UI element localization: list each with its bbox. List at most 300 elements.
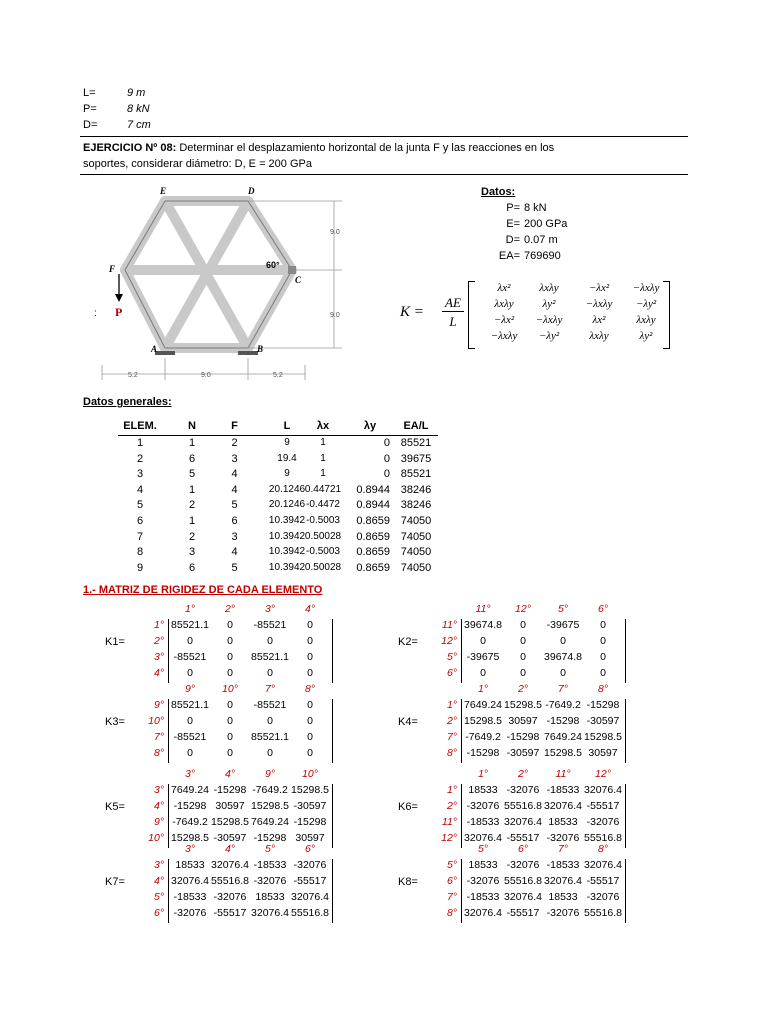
section1-title: 1.- MATRIZ DE RIGIDEZ DE CADA ELEMENTO: [83, 584, 323, 596]
matrix-cell: -85521: [253, 619, 287, 631]
matrix-cell: 55516.8: [504, 875, 542, 887]
general-cell: 2: [188, 530, 196, 543]
stiffness-matrix-5: [100, 768, 400, 850]
formula-entry: −λxλy: [490, 330, 518, 342]
matrix-cell: 30597: [295, 832, 325, 844]
general-cell: 0: [383, 452, 390, 465]
matrix-cell: 0: [267, 715, 273, 727]
matrix-cell: -15298: [546, 715, 580, 727]
matrix-dof-header: 8°: [597, 683, 609, 695]
formula-entry: −λx²: [588, 282, 610, 294]
matrix-cell: -32076: [546, 907, 580, 919]
matrix-dof-row-label: 4°: [153, 800, 164, 812]
datos-value-e: 200 GPa: [524, 218, 568, 230]
dim-h1-label: 5.2: [128, 372, 138, 379]
datos-label-d: D=: [505, 234, 520, 246]
matrix-dof-row-label: 7°: [446, 891, 457, 903]
matrix-bracket-left: [168, 784, 169, 848]
dim-h3-label: 5.2: [273, 372, 283, 379]
matrix-cell: 0: [520, 667, 526, 679]
matrix-cell: 32076.4: [504, 816, 542, 828]
load-arrow-head: [115, 294, 123, 302]
matrix-cell: 15298.5: [291, 784, 329, 796]
matrix-dof-header: 1°: [184, 603, 196, 615]
matrix-dof-row-label: 2°: [446, 715, 457, 727]
general-cell: 3: [231, 452, 238, 465]
matrix-cell: -85521: [173, 651, 207, 663]
general-cell: 0.8659: [356, 561, 390, 574]
matrix-cell: 85521.1: [251, 731, 289, 743]
matrix-cell: 18533: [548, 816, 578, 828]
matrix-cell: 0: [307, 747, 313, 759]
matrix-cell: 0: [227, 699, 233, 711]
general-cell: 0.8659: [356, 530, 390, 543]
datos-label-p: P=: [506, 202, 520, 214]
matrix-cell: 32076.4: [291, 891, 329, 903]
matrix-dof-header: 5°: [264, 843, 276, 855]
matrix-cell: 15298.5: [171, 832, 209, 844]
general-cell: 20.1246: [268, 499, 306, 511]
general-cell: 3: [188, 546, 196, 559]
matrix-cell: 85521.1: [251, 651, 289, 663]
matrix-cell: 0: [307, 667, 313, 679]
matrix-cell: 18533: [255, 891, 285, 903]
datos-value-ea: 769690: [524, 250, 561, 262]
matrix-cell: -32076: [253, 875, 287, 887]
formula-entry: λxλy: [494, 298, 514, 310]
general-cell: 0.8659: [356, 546, 390, 559]
matrix-bracket-right: [625, 784, 626, 848]
general-cell: -0.5003: [306, 546, 340, 558]
matrix-cell: -32076: [506, 859, 540, 871]
matrix-cell: 18533: [175, 859, 205, 871]
matrix-cell: 15298.5: [251, 800, 289, 812]
general-cell: 0.50028: [304, 530, 342, 542]
general-cell: 2: [231, 437, 238, 449]
matrix-cell: -18533: [546, 784, 580, 796]
matrix-cell: -18533: [546, 859, 580, 871]
general-cell: 1: [188, 437, 196, 449]
matrix-cell: 0: [187, 747, 193, 759]
matrix-cell: -55517: [506, 832, 540, 844]
general-cell: 4: [231, 483, 238, 496]
matrix-cell: -32076: [466, 875, 500, 887]
param-label-d: D=: [83, 119, 98, 131]
general-header: N: [188, 420, 196, 432]
dim-v1-label: 9.0: [330, 229, 340, 236]
general-header-rule: [118, 435, 438, 436]
matrix-cell: 32076.4: [211, 859, 249, 871]
matrix-dof-header: 12°: [595, 768, 611, 780]
general-cell: 1: [188, 483, 196, 496]
general-cell: 5: [231, 499, 238, 512]
general-cell: 0: [383, 437, 390, 449]
matrix-bracket-right: [625, 619, 626, 683]
exercise-line1: Determinar el desplazamiento horizontal de la junta F y las reacciones en los: [179, 142, 555, 154]
matrix-dof-header: 10°: [302, 768, 318, 780]
general-cell: 0: [383, 468, 390, 481]
general-cell: 1: [320, 452, 326, 464]
matrix-bracket-right: [332, 699, 333, 763]
matrix-dof-row-label: 12°: [441, 635, 457, 647]
matrix-dof-row-label: 10°: [148, 832, 164, 844]
node-d-label: D: [248, 186, 255, 196]
matrix-name: K6=: [398, 801, 418, 813]
general-cell: -0.4472: [306, 499, 340, 511]
param-label-p: P=: [83, 103, 97, 115]
support-a: [155, 351, 175, 355]
matrix-dof-header: 3°: [184, 843, 196, 855]
node-f-label: F: [109, 264, 116, 274]
matrix-cell: 15298.5: [584, 731, 622, 743]
stiffness-matrix-2: [393, 603, 693, 685]
general-cell: 2: [188, 499, 196, 512]
matrix-cell: 0: [267, 635, 273, 647]
matrix-dof-row-label: 10°: [148, 715, 164, 727]
matrix-cell: -18533: [466, 816, 500, 828]
matrix-cell: 0: [560, 635, 566, 647]
matrix-cell: 0: [600, 651, 606, 663]
figure-colon: :: [94, 308, 97, 319]
general-cell: 0.8944: [356, 483, 390, 496]
load-label: P: [115, 305, 123, 319]
matrix-dof-header: 2°: [517, 768, 529, 780]
matrix-dof-row-label: 4°: [153, 875, 164, 887]
matrix-name: K3=: [105, 716, 125, 728]
matrix-dof-row-label: 2°: [446, 800, 457, 812]
matrix-dof-header: 8°: [304, 683, 316, 695]
matrix-dof-header: 6°: [304, 843, 316, 855]
statement-rule: [80, 174, 688, 175]
matrix-cell: -39675: [546, 619, 580, 631]
general-cell: 2: [136, 452, 144, 465]
matrix-cell: 0: [520, 651, 526, 663]
datos-label-ea: EA=: [498, 250, 520, 262]
general-header: L: [283, 420, 291, 432]
matrix-bracket-right: [332, 784, 333, 848]
matrix-cell: 55516.8: [584, 832, 622, 844]
matrix-cell: 0: [560, 667, 566, 679]
matrix-dof-header: 4°: [224, 843, 236, 855]
matrix-bracket-right: [625, 859, 626, 923]
formula-entry: λy²: [639, 330, 653, 342]
dim-v2-label: 9.0: [330, 312, 340, 319]
formula-entry: −λxλy: [535, 314, 563, 326]
matrix-dof-header: 9°: [264, 768, 276, 780]
matrix-dof-row-label: 6°: [446, 875, 457, 887]
matrix-cell: 32076.4: [251, 907, 289, 919]
stiffness-matrix-7: [100, 843, 400, 925]
matrix-bracket-left: [168, 699, 169, 763]
general-cell: 4: [231, 468, 238, 481]
matrix-cell: 32076.4: [584, 784, 622, 796]
matrix-cell: 32076.4: [171, 875, 209, 887]
node-a-label: A: [151, 344, 158, 354]
matrix-dof-row-label: 11°: [441, 816, 457, 828]
matrix-dof-header: 10°: [222, 683, 238, 695]
matrix-cell: -30597: [506, 747, 540, 759]
matrix-cell: 0: [307, 651, 313, 663]
general-cell: 8: [136, 546, 144, 559]
matrix-name: K4=: [398, 716, 418, 728]
truss-members: [125, 201, 292, 348]
matrix-cell: -7649.2: [172, 816, 208, 828]
formula-entry: −λy²: [635, 298, 657, 310]
general-cell: 85521: [400, 468, 432, 481]
datos-value-p: 8 kN: [524, 202, 547, 214]
general-cell: 0.44721: [304, 483, 342, 495]
matrix-dof-row-label: 1°: [153, 619, 164, 631]
general-cell: 74050: [400, 546, 432, 559]
formula-matrix: [472, 280, 666, 348]
matrix-cell: -55517: [506, 907, 540, 919]
datos-title: Datos:: [481, 186, 516, 198]
matrix-cell: -85521: [253, 699, 287, 711]
support-c: [288, 266, 296, 274]
matrix-dof-row-label: 7°: [153, 731, 164, 743]
matrix-cell: -32076: [546, 832, 580, 844]
matrix-cell: 32076.4: [464, 907, 502, 919]
general-cell: 0.8659: [356, 515, 390, 527]
matrix-cell: -55517: [586, 800, 620, 812]
matrix-dof-row-label: 5°: [446, 651, 457, 663]
formula-entry: λy²: [542, 298, 556, 310]
matrix-cell: 0: [307, 635, 313, 647]
matrix-cell: -30597: [293, 800, 327, 812]
matrix-bracket-left: [168, 619, 169, 683]
matrix-dof-row-label: 6°: [446, 667, 457, 679]
matrix-cell: -7649.2: [545, 699, 581, 711]
datos-label-e: E=: [506, 218, 520, 230]
general-cell: 6: [188, 561, 196, 574]
general-cell: 9: [284, 437, 290, 448]
matrix-cell: -85521: [173, 731, 207, 743]
matrix-dof-header: 4°: [304, 603, 316, 615]
matrix-cell: 0: [307, 731, 313, 743]
matrix-dof-header: 12°: [515, 603, 531, 615]
matrix-cell: -15298: [466, 747, 500, 759]
support-b: [238, 351, 258, 355]
matrix-dof-header: 6°: [597, 603, 609, 615]
matrix-cell: -18533: [253, 859, 287, 871]
general-cell: 3: [231, 530, 238, 543]
general-cell: 3: [136, 468, 144, 481]
datos-value-d: 0.07 m: [524, 234, 558, 246]
matrix-cell: -32076: [586, 891, 620, 903]
matrix-cell: 0: [227, 651, 233, 663]
matrix-cell: -32076: [213, 891, 247, 903]
matrix-cell: -39675: [466, 651, 500, 663]
matrix-cell: 7649.24: [171, 784, 209, 796]
matrix-cell: -15298: [293, 816, 327, 828]
matrix-bracket-right: [625, 699, 626, 763]
matrix-dof-row-label: 3°: [153, 784, 164, 796]
matrix-dof-header: 3°: [184, 768, 196, 780]
exercise-line2: soportes, considerar diámetro: D, E = 200 GPa: [83, 158, 312, 170]
general-cell: 38246: [400, 499, 432, 512]
matrix-dof-header: 7°: [557, 843, 569, 855]
matrix-cell: 0: [187, 715, 193, 727]
formula-entry: −λxλy: [632, 282, 660, 294]
matrix-cell: 32076.4: [464, 832, 502, 844]
stiffness-matrix-1: [100, 603, 400, 685]
matrix-cell: 0: [227, 667, 233, 679]
matrix-cell: -32076: [173, 907, 207, 919]
matrix-cell: 7649.24: [464, 699, 502, 711]
matrix-cell: 55516.8: [211, 875, 249, 887]
matrix-cell: 55516.8: [584, 907, 622, 919]
general-cell: 74050: [400, 515, 432, 527]
matrix-cell: 0: [227, 635, 233, 647]
general-cell: 6: [136, 515, 144, 527]
matrix-cell: -30597: [586, 715, 620, 727]
matrix-dof-row-label: 9°: [153, 816, 164, 828]
matrix-cell: 0: [227, 619, 233, 631]
param-value-l: 9 m: [127, 87, 146, 99]
matrix-name: K5=: [105, 801, 125, 813]
matrix-cell: -32076: [293, 859, 327, 871]
matrix-cell: -55517: [293, 875, 327, 887]
general-cell: 6: [231, 515, 238, 527]
matrix-bracket-left: [461, 619, 462, 683]
member-cb-edge: [248, 270, 292, 348]
formula-denominator: L: [449, 314, 457, 329]
general-cell: 5: [188, 468, 196, 481]
matrix-cell: 15298.5: [211, 816, 249, 828]
formula-numerator: AE: [442, 295, 464, 312]
formula-entry: −λxλy: [585, 298, 613, 310]
general-cell: 10.3942: [268, 530, 306, 542]
matrix-cell: 0: [227, 715, 233, 727]
matrix-dof-row-label: 9°: [153, 699, 164, 711]
matrix-dof-header: 6°: [517, 843, 529, 855]
matrix-cell: 0: [267, 667, 273, 679]
formula-entry: −λy²: [538, 330, 560, 342]
matrix-dof-row-label: 3°: [153, 859, 164, 871]
matrix-cell: -32076: [586, 816, 620, 828]
general-header: λy: [363, 420, 377, 432]
general-cell: 7: [136, 530, 144, 543]
matrix-cell: 39674.8: [464, 619, 502, 631]
matrix-dof-row-label: 7°: [446, 731, 457, 743]
matrix-bracket-left: [461, 699, 462, 763]
stiffness-matrix-4: [393, 683, 693, 765]
matrix-cell: 32076.4: [544, 800, 582, 812]
general-cell: -0.5003: [306, 515, 340, 526]
matrix-dof-row-label: 2°: [153, 635, 164, 647]
general-cell: 1: [188, 515, 196, 527]
stiffness-matrix-3: [100, 683, 400, 765]
matrix-bracket-left: [461, 784, 462, 848]
formula-entry: λxλy: [636, 314, 656, 326]
matrix-dof-header: 5°: [557, 603, 569, 615]
matrix-cell: 7649.24: [544, 731, 582, 743]
formula-entry: λx²: [497, 282, 511, 294]
general-cell: 5: [231, 561, 238, 574]
matrix-dof-row-label: 11°: [441, 619, 457, 631]
exercise-statement: [83, 140, 623, 172]
matrix-dof-header: 1°: [477, 768, 489, 780]
truss-figure: [80, 182, 380, 384]
node-c-label: C: [295, 275, 302, 285]
general-cell: 6: [188, 452, 196, 465]
matrix-cell: -32076: [466, 800, 500, 812]
stiffness-matrix-6: [393, 768, 693, 850]
matrix-cell: 30597: [508, 715, 538, 727]
matrix-dof-row-label: 5°: [153, 891, 164, 903]
matrix-dof-row-label: 8°: [446, 747, 457, 759]
matrix-cell: -15298: [173, 800, 207, 812]
node-e-label: E: [160, 186, 167, 196]
general-cell: 38246: [400, 483, 432, 496]
matrix-dof-row-label: 8°: [446, 907, 457, 919]
matrix-cell: 0: [227, 747, 233, 759]
matrix-cell: 18533: [468, 784, 498, 796]
general-cell: 1: [136, 437, 144, 449]
matrix-cell: 18533: [468, 859, 498, 871]
node-b-label: B: [257, 344, 264, 354]
matrix-dof-header: 8°: [597, 843, 609, 855]
matrix-cell: 32076.4: [504, 891, 542, 903]
matrix-cell: 85521.1: [171, 619, 209, 631]
param-value-d: 7 cm: [127, 119, 151, 131]
matrix-dof-header: 7°: [557, 683, 569, 695]
matrix-cell: 0: [267, 747, 273, 759]
general-cell: 1: [320, 468, 326, 480]
matrix-cell: 0: [187, 667, 193, 679]
matrix-cell: -30597: [213, 832, 247, 844]
matrix-cell: 0: [520, 619, 526, 631]
matrix-name: K1=: [105, 636, 125, 648]
formula-lhs: K =: [400, 304, 424, 320]
matrix-cell: 15298.5: [544, 747, 582, 759]
matrix-dof-row-label: 1°: [446, 699, 457, 711]
matrix-name: K7=: [105, 876, 125, 888]
matrix-cell: 30597: [215, 800, 245, 812]
exercise-label: EJERCICIO Nº 08:: [83, 142, 177, 154]
matrix-dof-header: 3°: [264, 603, 276, 615]
matrix-dof-header: 11°: [475, 603, 491, 615]
matrix-cell: -18533: [173, 891, 207, 903]
general-cell: 19.4: [277, 452, 297, 464]
matrix-cell: 0: [480, 667, 486, 679]
matrix-cell: -15298: [253, 832, 287, 844]
formula-entry: λxλy: [539, 282, 559, 294]
matrix-name: K8=: [398, 876, 418, 888]
matrix-cell: 85521.1: [171, 699, 209, 711]
matrix-bracket-left: [168, 859, 169, 923]
general-cell: 74050: [400, 530, 432, 543]
matrix-dof-row-label: 6°: [153, 907, 164, 919]
matrix-dof-header: 9°: [184, 683, 196, 695]
matrix-cell: -7649.2: [252, 784, 288, 796]
angle-label: 60°: [266, 260, 280, 270]
stiffness-matrix-8: [393, 843, 693, 925]
matrix-cell: 15298.5: [464, 715, 502, 727]
matrix-dof-row-label: 1°: [446, 784, 457, 796]
matrix-cell: 0: [600, 667, 606, 679]
matrix-cell: 55516.8: [504, 800, 542, 812]
matrix-cell: -55517: [213, 907, 247, 919]
matrix-cell: 0: [307, 619, 313, 631]
general-cell: 0.8944: [356, 499, 390, 512]
general-title: Datos generales:: [83, 396, 172, 408]
formula-entry: −λx²: [493, 314, 515, 326]
matrix-dof-header: 4°: [224, 768, 236, 780]
general-cell: 9: [284, 468, 290, 480]
general-cell: 4: [231, 546, 238, 559]
matrix-dof-row-label: 12°: [441, 832, 457, 844]
